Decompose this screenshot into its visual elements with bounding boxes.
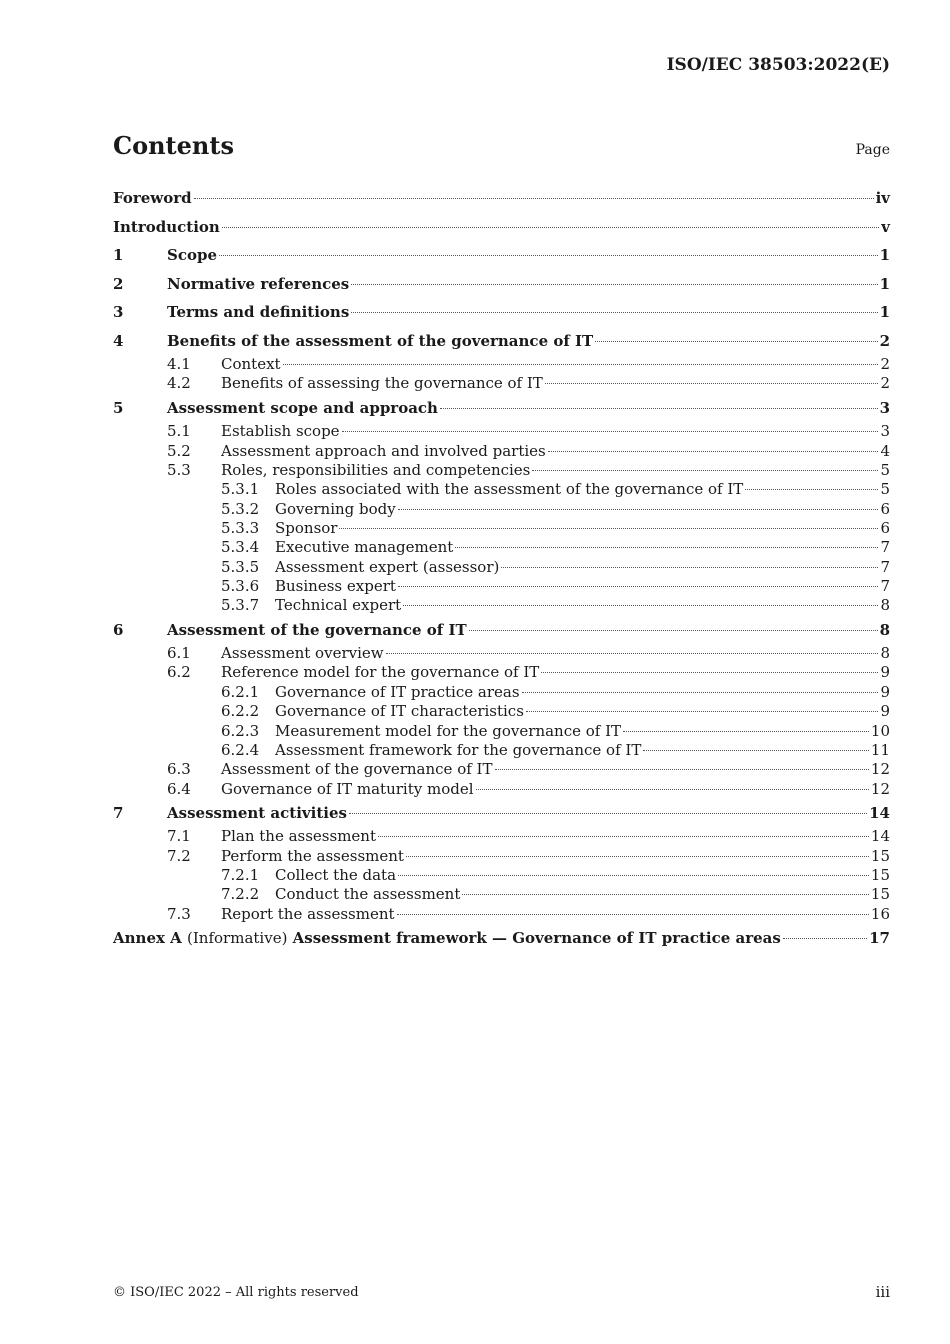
toc-entry[interactable] — [113, 741, 890, 760]
toc-entry-page: 3 — [880, 422, 890, 441]
toc-entry-number: 6.4 — [167, 779, 191, 798]
dot-leader — [397, 914, 869, 915]
toc-entry[interactable] — [113, 241, 890, 270]
toc-entry-page: 12 — [870, 779, 890, 798]
toc-entry-number: 5 — [113, 398, 124, 417]
toc-entry[interactable] — [113, 760, 890, 779]
copyright-notice: © ISO/IEC 2022 – All rights reserved — [113, 1285, 359, 1300]
annex-title: Assessment framework — Governance of IT practice areas — [292, 929, 781, 948]
toc-entry[interactable] — [113, 722, 890, 741]
toc-entry[interactable] — [113, 442, 890, 461]
toc-entry-title — [113, 924, 781, 953]
toc-entry-page: 15 — [870, 885, 890, 904]
toc-entry-title: Assessment of the governance of IT — [221, 760, 493, 779]
toc-entry[interactable] — [113, 558, 890, 577]
toc-entry-title: Technical expert — [275, 596, 402, 615]
dot-leader — [351, 312, 877, 313]
toc-entry-number: 4.2 — [167, 374, 191, 393]
dot-leader — [194, 198, 874, 199]
dot-leader — [595, 341, 877, 342]
toc-entry[interactable] — [113, 519, 890, 538]
toc-entry-page: 3 — [879, 398, 890, 417]
toc-entry-title: Assessment scope and approach — [167, 398, 438, 417]
dot-leader — [548, 451, 879, 452]
dot-leader — [745, 489, 878, 490]
dot-leader — [643, 750, 869, 751]
toc-entry-page: 8 — [880, 596, 890, 615]
toc-entry-number: 5.3 — [167, 460, 191, 479]
toc-entry-page: 9 — [880, 702, 890, 721]
toc-entry-title: Assessment approach and involved parties — [221, 441, 546, 460]
toc-entry[interactable] — [113, 905, 890, 924]
toc-entry[interactable] — [113, 394, 890, 423]
toc-entry-number: 5.3.1 — [221, 480, 260, 499]
dot-leader — [469, 630, 878, 631]
toc-entry-number: 5.3.7 — [221, 596, 260, 615]
toc-entry-number: 6.1 — [167, 644, 191, 663]
toc-entry-number: 6.2.4 — [221, 740, 260, 759]
toc-entry-number: 7.2.2 — [221, 885, 260, 904]
toc-entry-page: 5 — [880, 480, 890, 499]
toc-entry-number: 6.2.3 — [221, 721, 260, 740]
toc-entry-page: 15 — [870, 846, 890, 865]
toc-entry[interactable] — [113, 663, 890, 682]
toc-entry-title: Perform the assessment — [221, 846, 404, 865]
toc-entry-page: v — [881, 217, 890, 236]
toc-entry-page: 9 — [880, 682, 890, 701]
dot-leader — [351, 284, 877, 285]
page-number: iii — [875, 1283, 890, 1301]
toc-entry-page: 2 — [880, 374, 890, 393]
toc-entry-annex-a[interactable] — [113, 924, 890, 953]
dot-leader — [342, 431, 879, 432]
toc-entry[interactable] — [113, 644, 890, 663]
toc-entry-title: Introduction — [113, 217, 220, 236]
toc-entry-title: Conduct the assessment — [275, 885, 461, 904]
dot-leader — [398, 509, 879, 510]
dot-leader — [623, 731, 869, 732]
toc-entry-number: 7.3 — [167, 904, 191, 923]
toc-entry-title: Reference model for the governance of IT — [221, 663, 540, 682]
toc-entry-page: 9 — [880, 663, 890, 682]
toc-entry-number: 5.3.3 — [221, 518, 260, 537]
dot-leader — [339, 528, 878, 529]
toc-entry-title: Scope — [167, 246, 218, 264]
toc-entry-number: 5.2 — [167, 441, 191, 460]
toc-entry-title: Roles associated with the assessment of the governance of IT — [275, 480, 744, 499]
toc-entry[interactable] — [113, 885, 890, 904]
toc-entry[interactable] — [113, 702, 890, 721]
dot-leader — [403, 605, 878, 606]
annex-qualifier: (Informative) — [187, 929, 288, 948]
dot-leader — [545, 383, 879, 384]
toc-entry-title: Benefits of assessing the governance of IT — [221, 374, 543, 393]
toc-entry-number: 5.3.6 — [221, 576, 260, 595]
toc-entry-title: Executive management — [275, 538, 454, 557]
toc-entry-number: 1 — [113, 246, 124, 264]
toc-entry-title: Establish scope — [221, 422, 340, 441]
toc-entry-number: 4.1 — [167, 355, 191, 373]
toc-entry-number: 6 — [113, 620, 124, 639]
toc-entry-title: Plan the assessment — [221, 827, 376, 846]
toc-entry[interactable] — [113, 847, 890, 866]
toc-entry[interactable] — [113, 780, 890, 799]
dot-leader — [501, 567, 878, 568]
dot-leader — [349, 813, 867, 814]
toc-entry-number: 2 — [113, 274, 124, 293]
dot-leader — [476, 789, 869, 790]
page-title: Contents — [113, 131, 234, 160]
toc-entry[interactable] — [113, 374, 890, 393]
toc-entry-page: 17 — [869, 929, 890, 948]
toc-entry-title: Business expert — [275, 576, 396, 595]
toc-entry-title: Foreword — [113, 189, 192, 207]
toc-entry[interactable] — [113, 866, 890, 885]
document-identifier: ISO/IEC 38503:2022(E) — [666, 55, 890, 75]
toc-entry-number: 7.2.1 — [221, 866, 260, 885]
table-of-contents — [113, 184, 890, 953]
dot-leader — [783, 938, 867, 939]
toc-entry-page: 14 — [870, 827, 890, 846]
dot-leader — [219, 255, 878, 256]
dot-leader — [386, 653, 879, 654]
page-column-label: Page — [855, 142, 890, 158]
dot-leader — [283, 364, 879, 365]
toc-entry-title: Assessment expert (assessor) — [275, 557, 500, 576]
dot-leader — [462, 894, 869, 895]
toc-entry-title: Sponsor — [275, 518, 338, 537]
toc-entry-page: 15 — [870, 866, 890, 885]
toc-entry[interactable] — [113, 298, 890, 327]
toc-entry-title: Benefits of the assessment of the governance of IT — [167, 331, 594, 350]
toc-entry-page: 2 — [879, 331, 890, 350]
toc-entry[interactable] — [113, 480, 890, 499]
toc-entry[interactable] — [113, 213, 890, 242]
toc-entry-page: 10 — [870, 721, 890, 740]
toc-entry-title: Governance of IT characteristics — [275, 702, 524, 721]
toc-entry-page: 2 — [880, 355, 890, 373]
dot-leader — [526, 711, 879, 712]
toc-entry-page: 7 — [880, 576, 890, 595]
toc-entry[interactable] — [113, 355, 890, 374]
toc-entry-title: Governance of IT practice areas — [275, 682, 520, 701]
toc-entry[interactable] — [113, 577, 890, 596]
dot-leader — [522, 692, 879, 693]
toc-entry-page: 8 — [879, 620, 890, 639]
toc-entry-page: 12 — [870, 760, 890, 779]
toc-entry-title: Context — [221, 355, 281, 373]
toc-entry-page: 14 — [869, 803, 890, 822]
toc-entry-page: 1 — [879, 246, 890, 264]
dot-leader — [495, 769, 869, 770]
toc-entry-title: Assessment of the governance of IT — [167, 620, 467, 639]
toc-entry-page: 4 — [880, 441, 890, 460]
dot-leader — [398, 586, 879, 587]
toc-entry[interactable] — [113, 596, 890, 615]
toc-entry-title: Measurement model for the governance of IT — [275, 721, 622, 740]
annex-label: Annex A — [113, 929, 182, 948]
toc-entry[interactable] — [113, 799, 890, 828]
toc-entry-title: Roles, responsibilities and competencies — [221, 460, 531, 479]
toc-entry-page: iv — [875, 189, 890, 207]
dot-leader — [406, 856, 869, 857]
toc-entry-number: 5.3.2 — [221, 499, 260, 518]
toc-entry-title: Governance of IT maturity model — [221, 779, 474, 798]
toc-entry-page: 8 — [880, 644, 890, 663]
dot-leader — [378, 836, 869, 837]
toc-entry-number: 5.1 — [167, 422, 191, 441]
toc-entry-title: Report the assessment — [221, 904, 395, 923]
toc-entry[interactable] — [113, 461, 890, 480]
toc-entry-page: 1 — [879, 274, 890, 293]
toc-entry-number: 7.2 — [167, 846, 191, 865]
toc-entry-number: 6.2 — [167, 663, 191, 682]
toc-entry-title: Normative references — [167, 274, 350, 293]
toc-entry-title: Assessment overview — [221, 644, 384, 663]
toc-entry[interactable] — [113, 683, 890, 702]
dot-leader — [532, 470, 878, 471]
toc-entry-page: 16 — [870, 904, 890, 923]
toc-entry[interactable] — [113, 500, 890, 519]
toc-entry-title: Collect the data — [275, 866, 397, 885]
toc-entry[interactable] — [113, 538, 890, 557]
toc-entry-number: 4 — [113, 331, 124, 350]
toc-entry-number: 5.3.5 — [221, 557, 260, 576]
dot-leader — [398, 875, 869, 876]
toc-entry-title: Governing body — [275, 499, 396, 518]
dot-leader — [455, 547, 878, 548]
toc-entry-number: 7 — [113, 803, 124, 822]
toc-entry-title: Terms and definitions — [167, 303, 350, 321]
toc-entry[interactable] — [113, 827, 890, 846]
toc-entry-number: 6.2.2 — [221, 702, 260, 721]
toc-entry-page: 6 — [880, 518, 890, 537]
dot-leader — [222, 227, 879, 228]
dot-leader — [440, 408, 878, 409]
toc-entry[interactable] — [113, 184, 890, 213]
toc-entry[interactable] — [113, 616, 890, 645]
toc-entry[interactable] — [113, 327, 890, 356]
toc-entry-number: 7.1 — [167, 827, 191, 846]
toc-entry-page: 6 — [880, 499, 890, 518]
toc-entry-number: 3 — [113, 303, 124, 321]
toc-entry-page: 1 — [879, 303, 890, 321]
toc-entry-page: 7 — [880, 538, 890, 557]
toc-entry-title: Assessment framework for the governance of IT — [275, 740, 642, 759]
toc-entry-page: 5 — [880, 460, 890, 479]
toc-entry-number: 6.2.1 — [221, 682, 260, 701]
dot-leader — [541, 672, 878, 673]
toc-entry-page: 11 — [870, 740, 890, 759]
toc-entry[interactable] — [113, 270, 890, 299]
toc-entry-number: 5.3.4 — [221, 538, 260, 557]
toc-entry[interactable] — [113, 422, 890, 441]
toc-entry-title: Assessment activities — [167, 803, 347, 822]
toc-entry-number: 6.3 — [167, 760, 191, 779]
toc-entry-page: 7 — [880, 557, 890, 576]
